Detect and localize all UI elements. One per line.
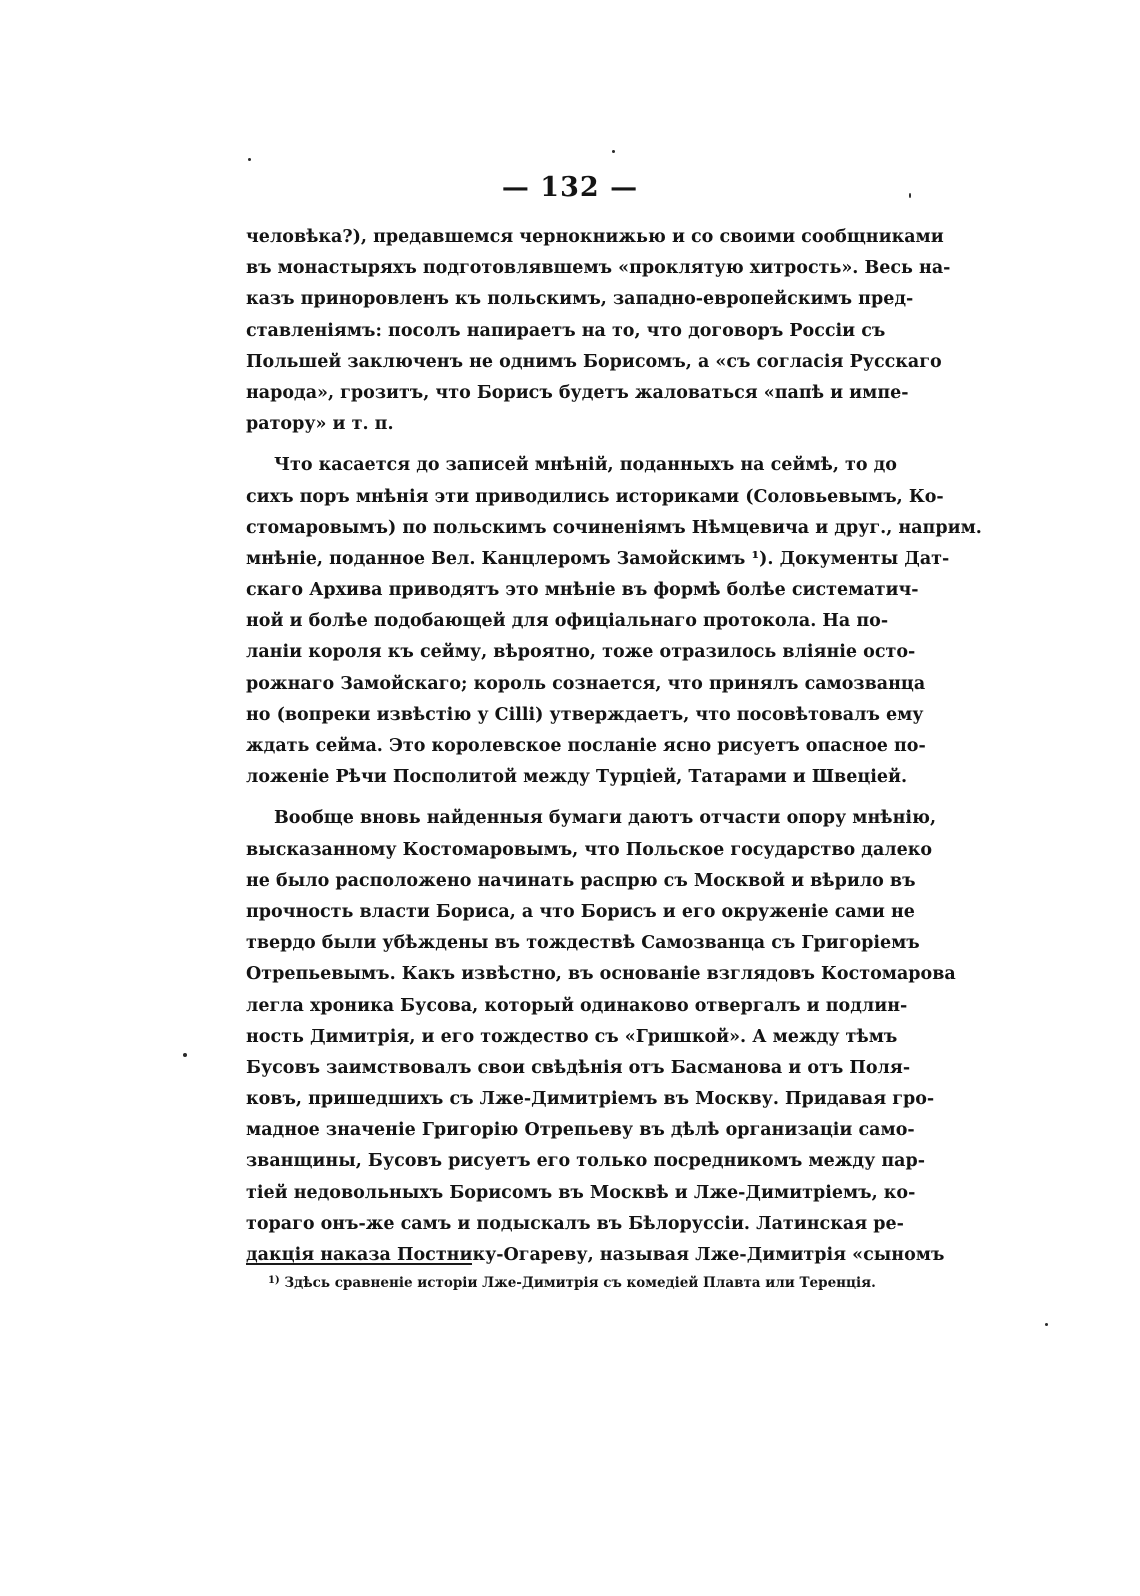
text-line: мнѣніе, поданное Вел. Канцлеромъ Замойскимъ ¹). Документы Дат- [246, 548, 950, 569]
scan-speck [612, 150, 615, 153]
scan-speck [183, 1053, 187, 1057]
text-line: ковъ, пришедшихъ съ Лже-Димитріемъ въ Москву. Придавая гро- [246, 1089, 935, 1110]
text-line: тораго онъ-же самъ и подыскалъ въ Бѣлоруссіи. Латинская ре- [246, 1213, 904, 1234]
footnote [268, 1272, 888, 1294]
text-line: ждать сейма. Это королевское посланіе ясно рисуетъ опасное по- [246, 736, 926, 756]
text-line: тіей недовольныхъ Борисомъ въ Москвѣ и Лже-Димитріемъ, ко- [246, 1182, 916, 1203]
text-line: Вообще вновь найденныя бумаги даютъ отчасти опору мнѣнію, [274, 808, 937, 829]
text-line: легла хроника Бусова, который одинаково отвергалъ и подлин- [246, 995, 908, 1016]
scan-speck [909, 193, 911, 198]
text-line: ратору» и т. п. [246, 414, 394, 435]
text-line: ставленіямъ: посолъ напираетъ на то, что договоръ Россіи съ [246, 320, 886, 341]
text-line: прочность власти Бориса, а что Борисъ и его окруженіе сами не [246, 901, 915, 922]
text-line: скаго Архива приводятъ это мнѣніе въ формѣ болѣе систематич- [246, 580, 919, 601]
scan-speck [248, 158, 251, 161]
text-line: мадное значеніе Григорію Отрепьеву въ дѣлѣ организаціи само- [246, 1120, 915, 1141]
text-line: рожнаго Замойскаго; король сознается, что принялъ самозванца [246, 673, 926, 694]
text-line: Отрепьевымъ. Какъ извѣстно, въ основаніе взглядовъ Костомарова [246, 964, 956, 985]
paragraph-3 [246, 803, 956, 1271]
paragraph-1 [246, 222, 951, 440]
text-line: не было расположено начинать распрю съ Москвой и вѣрило въ [246, 870, 916, 891]
text-line: званщины, Бусовъ рисуетъ его только посредникомъ между пар- [246, 1151, 926, 1172]
text-line: въ монастыряхъ подготовлявшемъ «проклятую хитрость». Весь на- [246, 258, 951, 279]
text-line: ной и болѣе подобающей для офиціальнаго протокола. На по- [246, 611, 889, 632]
text-line: стомаровымъ) по польскимъ сочиненіямъ Нѣмцевича и друг., наприм. [246, 517, 982, 538]
text-line: сихъ поръ мнѣнія эти приводились историками (Соловьевымъ, Ко- [246, 486, 944, 507]
text-line: но (вопреки извѣстію у Cilli) утверждаетъ, что посовѣтовалъ ему [246, 704, 924, 725]
text-line: ность Димитрія, и его тождество съ «Гришкой». А между тѣмъ [246, 1026, 898, 1047]
main-text [246, 222, 982, 1271]
text-line: ланіи короля къ сейму, вѣроятно, тоже отразилось вліяніе осто- [246, 642, 916, 663]
text-line: высказанному Костомаровымъ, что Польское государство далеко [246, 839, 933, 860]
paragraph-2 [246, 450, 982, 793]
page-number: — 132 — [501, 172, 639, 203]
scan-speck [1045, 1323, 1048, 1326]
text-line: Что касается до записей мнѣній, поданныхъ на сеймѣ, то до [274, 455, 897, 476]
text-line: народа», грозитъ, что Борисъ будетъ жаловаться «папѣ и импе- [246, 382, 909, 403]
text-line: дакція наказа Постнику-Огареву, называя Лже-Димитрія «сыномъ [246, 1245, 945, 1265]
text-line: казъ приноровленъ къ польскимъ, западно-европейскимъ пред- [246, 289, 914, 310]
text-line: твердо были убѣждены въ тождествѣ Самозванца съ Григоріемъ [246, 933, 920, 954]
text-line: человѣка?), предавшемся чернокнижью и со своими сообщниками [246, 227, 944, 247]
footnote-marker: 1) [268, 1275, 280, 1286]
text-line: Польшей заключенъ не однимъ Борисомъ, а «съ согласія Русскаго [246, 351, 942, 372]
footnote-text: Здѣсь сравненіе исторіи Лже-Димитрія съ комедіей Плавта или Теренція. [284, 1275, 876, 1291]
footnote-divider [246, 1263, 472, 1265]
text-line: ложеніе Рѣчи Посполитой между Турціей, Татарами и Швеціей. [246, 767, 908, 788]
text-line: Бусовъ заимствовалъ свои свѣдѣнія отъ Басманова и отъ Поля- [246, 1057, 911, 1078]
